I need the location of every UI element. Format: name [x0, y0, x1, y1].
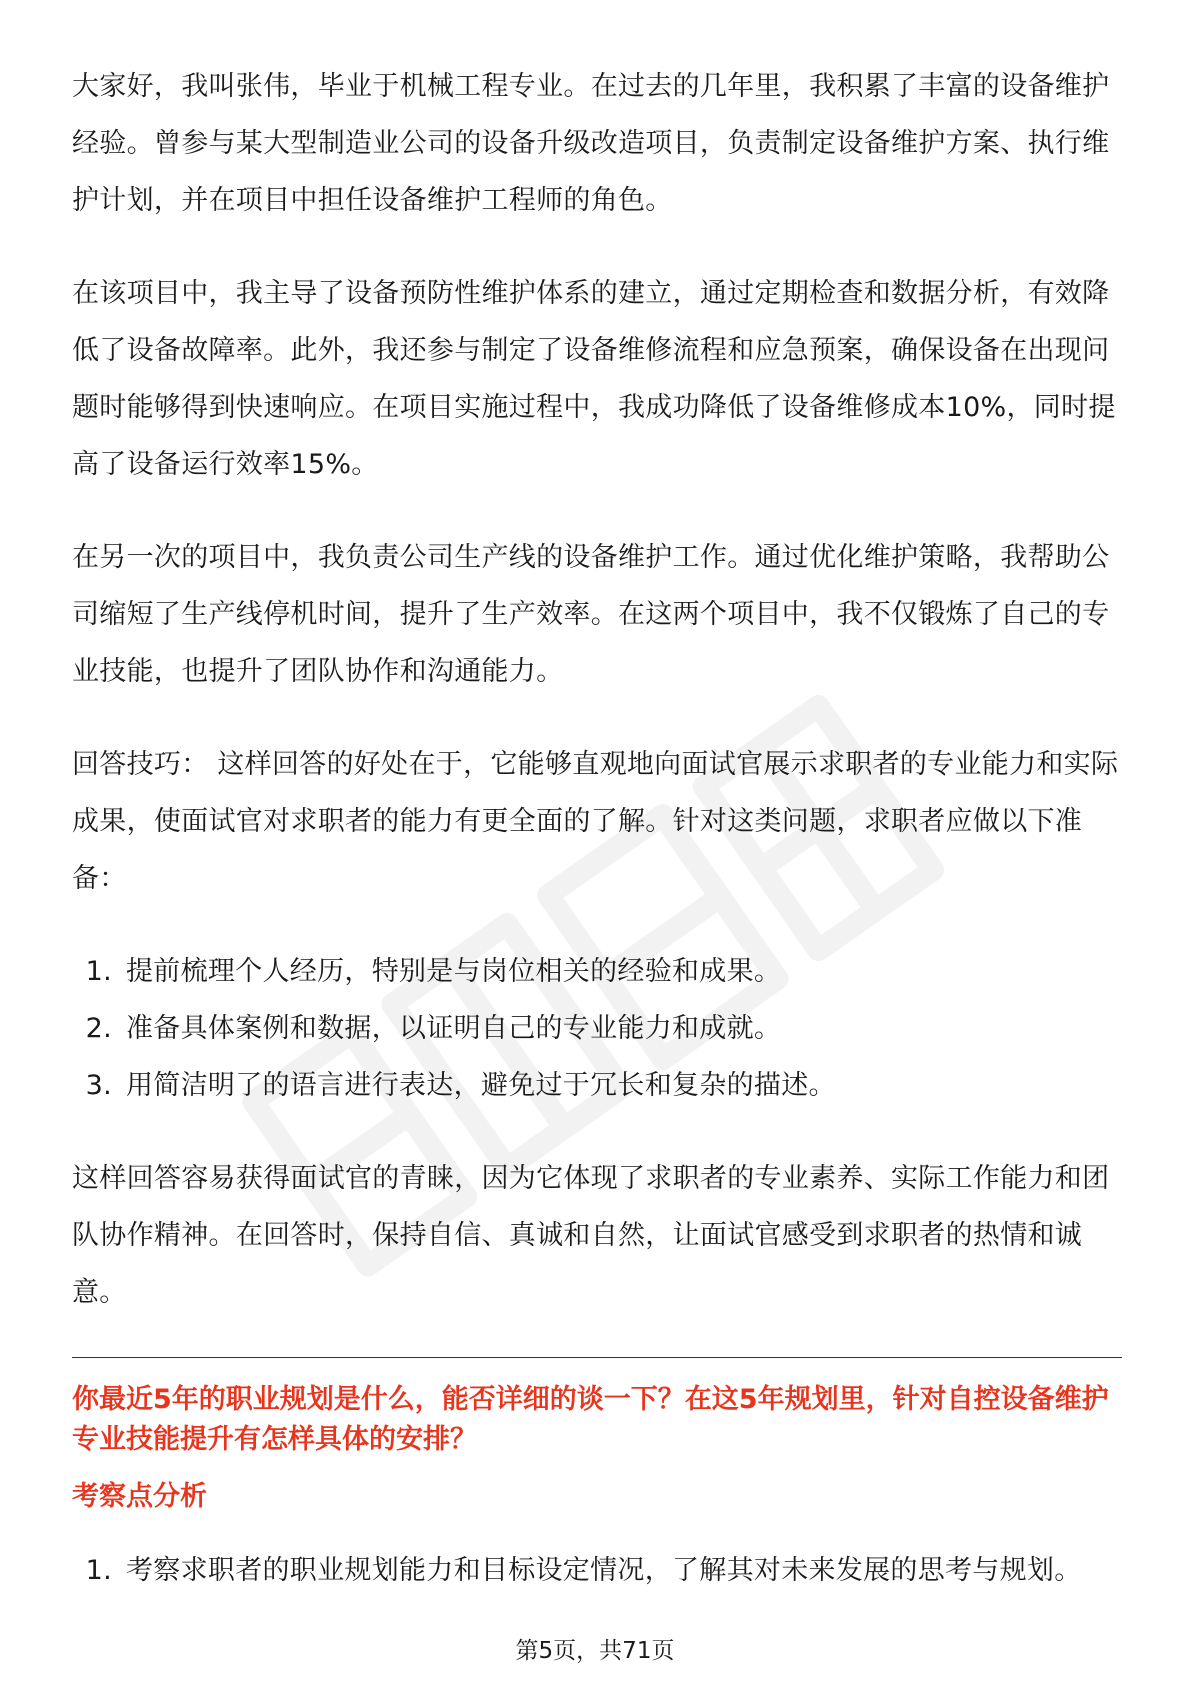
list-text: 用简洁明了的语言进行表达，避免过于冗长和复杂的描述。 [126, 1070, 836, 1101]
list-number: 1. [85, 1555, 112, 1586]
intro-paragraph: 大家好，我叫张伟，毕业于机械工程专业。在过去的几年里，我积累了丰富的设备维护经验。曾参与某大型制造业公司的设备升级改造项目，负责制定设备维护方案、执行维护计划，并在项目中担任设备维护工程师的角色。 [72, 71, 1110, 216]
list-text: 准备具体案例和数据，以证明自己的专业能力和成就。 [126, 1013, 782, 1044]
list-item [72, 1542, 1122, 1599]
project-paragraph: 在该项目中，我主导了设备预防性维护体系的建立，通过定期检查和数据分析，有效降低了设备故障率。此外，我还参与制定了设备维修流程和应急预案，确保设备在出现问题时能够得到快速响应。在项目实施过程中，我成功降低了设备维修成本10%，同时提高了设备运行效率15%。 [72, 278, 1116, 480]
interview-question: 你最近5年的职业规划是什么，能否详细的谈一下？在这5年规划里，针对自控设备维护专业技能提升有怎样具体的安排？ [72, 1384, 1109, 1455]
list-number: 3. [85, 1070, 112, 1101]
list-number: 2. [85, 1013, 112, 1044]
document-page [72, 58, 1122, 1599]
section-title: 考察点分析 [72, 1481, 207, 1512]
list-text: 提前梳理个人经历，特别是与岗位相关的经验和成果。 [126, 956, 782, 987]
list-item [72, 1000, 1122, 1057]
list-number: 1. [85, 956, 112, 987]
analysis-list [72, 1542, 1122, 1599]
list-text: 考察求职者的职业规划能力和目标设定情况，了解其对未来发展的思考与规划。 [126, 1555, 1082, 1586]
section-divider [72, 1357, 1122, 1358]
list-item [72, 1057, 1122, 1114]
page-footer: 第5页，共71页 [515, 1638, 675, 1664]
second-project-paragraph: 在另一次的项目中，我负责公司生产线的设备维护工作。通过优化维护策略，我帮助公司缩短了生产线停机时间，提升了生产效率。在这两个项目中，我不仅锻炼了自己的专业技能，也提升了团队协作和沟通能力。 [72, 542, 1110, 687]
tips-list [72, 943, 1122, 1114]
list-item [72, 943, 1122, 1000]
closing-paragraph: 这样回答容易获得面试官的青睐，因为它体现了求职者的专业素养、实际工作能力和团队协作精神。在回答时，保持自信、真诚和自然，让面试官感受到求职者的热情和诚意。 [72, 1163, 1110, 1308]
answer-tips-paragraph: 回答技巧： 这样回答的好处在于，它能够直观地向面试官展示求职者的专业能力和实际成果，使面试官对求职者的能力有更全面的了解。针对这类问题，求职者应做以下准备： [72, 749, 1119, 894]
